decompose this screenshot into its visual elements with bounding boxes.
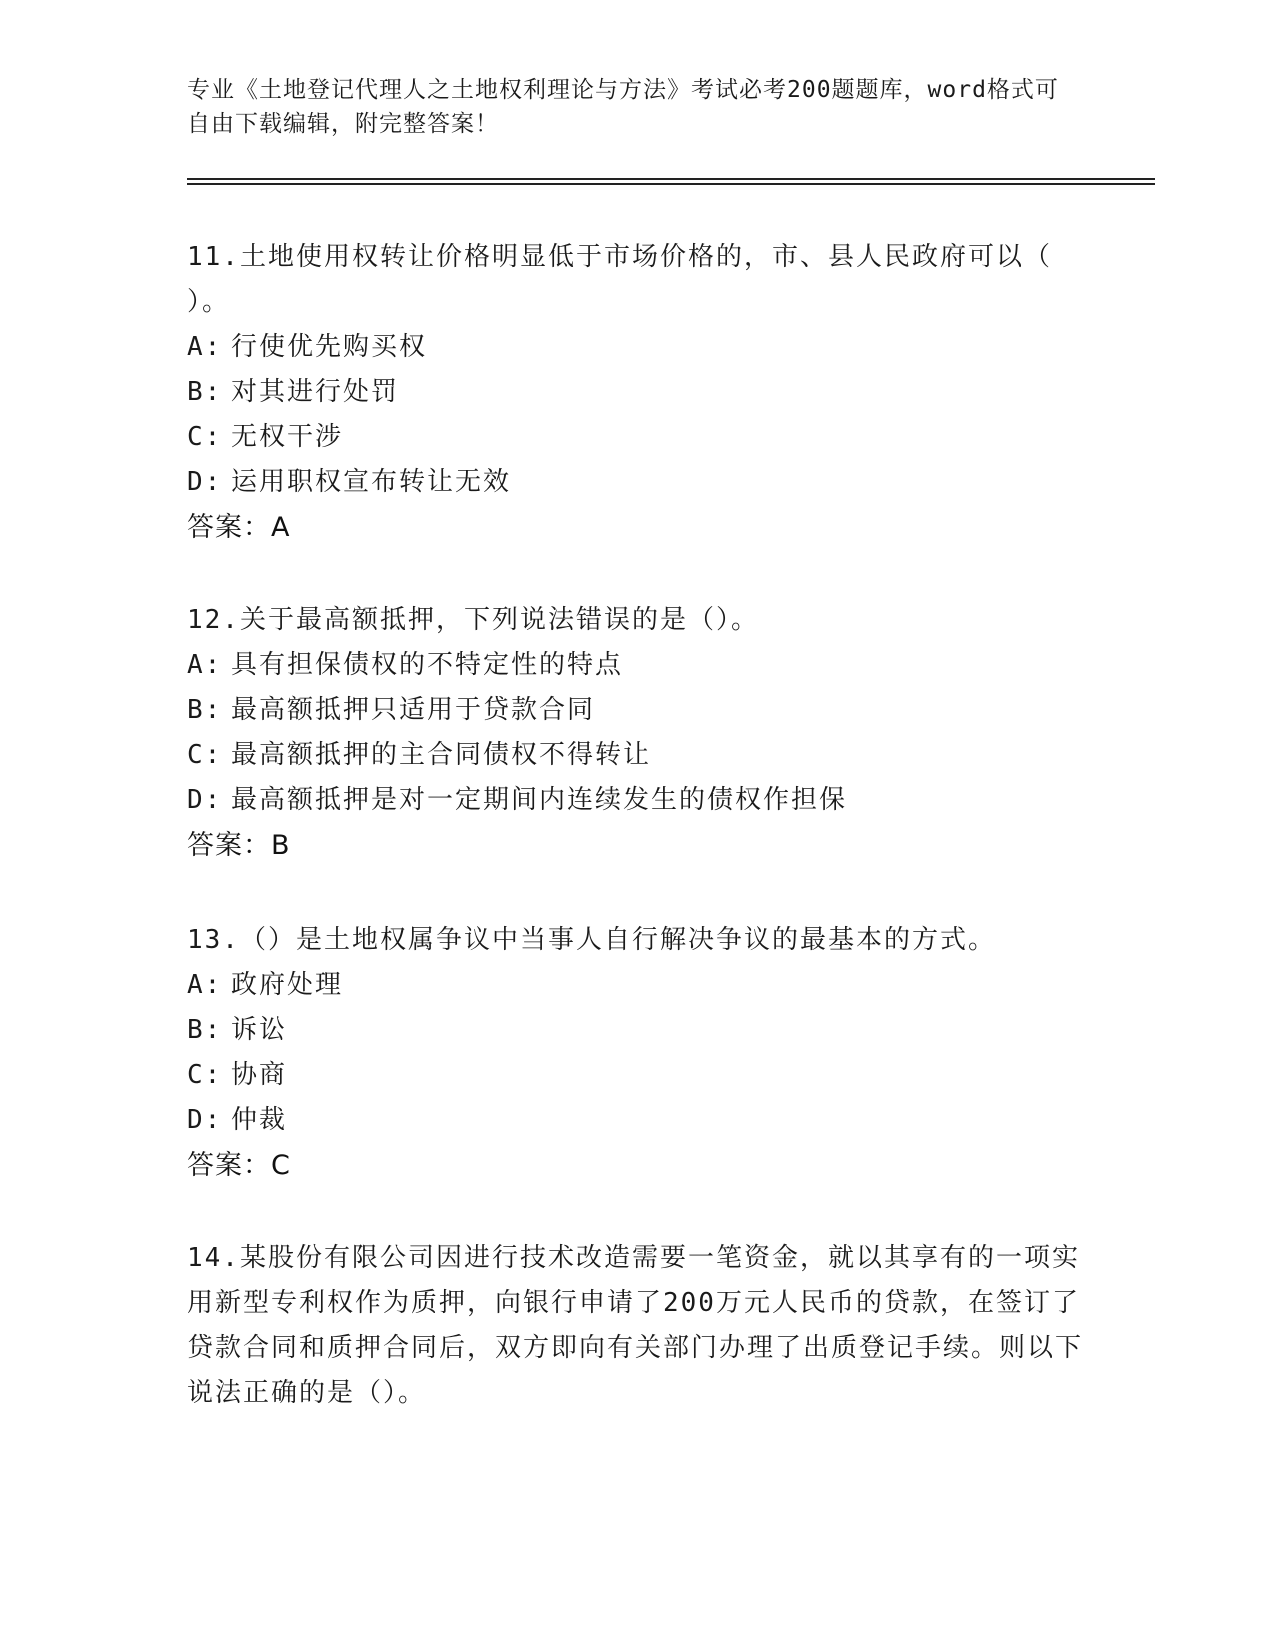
question-13 — [187, 918, 1087, 1188]
option-text: 最高额抵押只适用于贷款合同 — [231, 695, 596, 725]
option-text: 无权干涉 — [231, 422, 344, 452]
option-d — [187, 778, 1087, 823]
document-header: 专业《土地登记代理人之土地权利理论与方法》考试必考200题题库，word格式可自由下载编辑，附完整答案！ — [187, 77, 1059, 137]
option-c — [187, 415, 1087, 460]
option-letter: B: — [187, 1015, 223, 1045]
option-c — [187, 1053, 1087, 1098]
option-letter: D: — [187, 1105, 223, 1135]
option-b — [187, 370, 1087, 415]
option-letter: A: — [187, 332, 223, 362]
option-letter: C: — [187, 740, 223, 770]
option-text: 对其进行处罚 — [231, 377, 400, 407]
option-text: 运用职权宣布转让无效 — [231, 467, 512, 497]
answer-line: 答案：B — [187, 830, 291, 861]
option-text: 协商 — [231, 1060, 288, 1090]
answer-line: 答案：C — [187, 1150, 291, 1181]
option-letter: A: — [187, 970, 223, 1000]
option-letter: A: — [187, 650, 223, 680]
option-letter: D: — [187, 785, 223, 815]
option-letter: C: — [187, 422, 223, 452]
question-11 — [187, 235, 1087, 550]
option-text: 政府处理 — [231, 970, 344, 1000]
option-a — [187, 325, 1087, 370]
option-text: 行使优先购买权 — [231, 332, 428, 362]
option-letter: B: — [187, 695, 223, 725]
option-letter: B: — [187, 377, 223, 407]
question-14 — [187, 1236, 1087, 1416]
option-c — [187, 733, 1087, 778]
question-stem: 14.某股份有限公司因进行技术改造需要一笔资金，就以其享有的一项实用新型专利权作为质押，向银行申请了200万元人民币的贷款，在签订了贷款合同和质押合同后，双方即向有关部门办理了出质登记手续。则以下说法正确的是（）。 — [187, 1243, 1084, 1408]
option-a — [187, 643, 1087, 688]
option-letter: D: — [187, 467, 223, 497]
answer-line: 答案：A — [187, 512, 291, 543]
option-text: 具有担保债权的不特定性的特点 — [231, 650, 624, 680]
question-stem: 13.（）是土地权属争议中当事人自行解决争议的最基本的方式。 — [187, 925, 996, 955]
option-text: 诉讼 — [231, 1015, 288, 1045]
question-stem: 12.关于最高额抵押，下列说法错误的是（）。 — [187, 605, 759, 635]
question-12 — [187, 598, 1087, 868]
option-text: 仲裁 — [231, 1105, 288, 1135]
header-divider-bottom — [187, 183, 1155, 185]
option-letter: C: — [187, 1060, 223, 1090]
option-text: 最高额抵押的主合同债权不得转让 — [231, 740, 652, 770]
header-divider-top — [187, 178, 1155, 180]
question-stem: 11.土地使用权转让价格明显低于市场价格的，市、县人民政府可以（ ）。 — [187, 242, 1052, 317]
option-a — [187, 963, 1087, 1008]
option-b — [187, 1008, 1087, 1053]
option-d — [187, 460, 1087, 505]
option-d — [187, 1098, 1087, 1143]
option-b — [187, 688, 1087, 733]
option-text: 最高额抵押是对一定期间内连续发生的债权作担保 — [231, 785, 848, 815]
